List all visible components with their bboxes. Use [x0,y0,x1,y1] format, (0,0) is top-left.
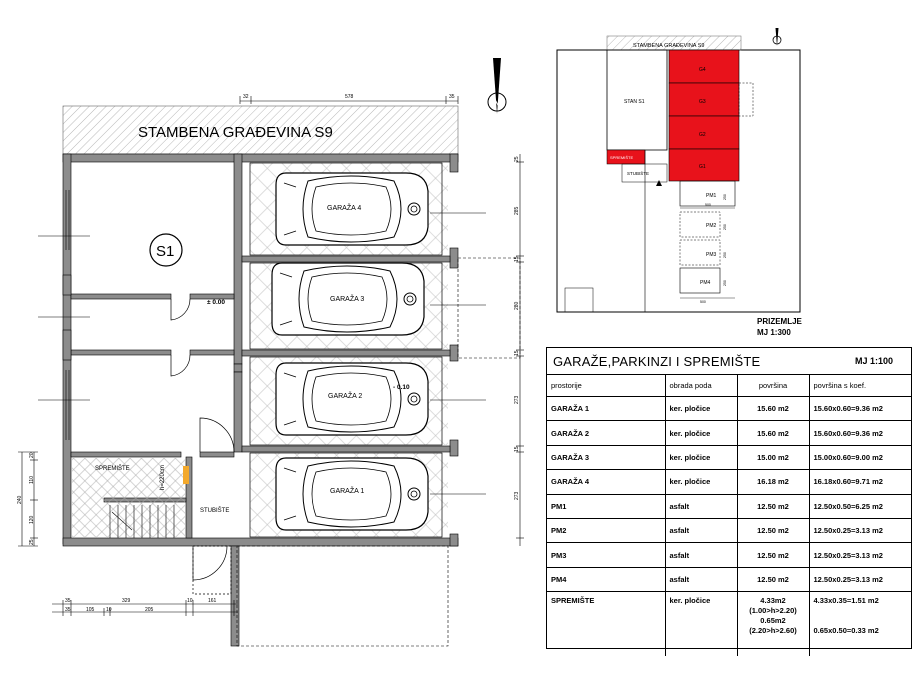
stairs-label: STUBIŠTE [200,508,230,514]
cell-coef: 15.00x0.60=9.00 m2 [809,445,911,469]
storage-coef-1: 4.33x0.35=1.51 m2 [813,596,879,606]
cell-coef: 15.60x0.60=9.36 m2 [809,421,911,445]
cell-area [737,592,809,657]
table-row [547,397,911,421]
table-column-headers [547,375,911,397]
site-stubiste: STUBIŠTE [627,171,650,176]
site-dim-250-1: 250 [723,194,727,200]
table-row [547,421,911,445]
dim-right-4: 15 [514,350,520,356]
storage-label: SPREMIŠTE [95,466,130,472]
dim-right-7: 273 [514,491,520,500]
dim-bottom-2-1: 105 [86,607,95,613]
site-pm2: PM2 [706,223,717,229]
col-povrsina-koef: površina s koef. [809,375,911,397]
unit-label: S1 [156,243,175,260]
site-dim-500-b: 500 [700,300,706,304]
dim-top-1: 578 [345,94,354,100]
site-g3: G3 [699,99,706,105]
site-g4: G4 [699,67,706,73]
dim-top-2: 35 [449,94,455,100]
cell-name: PM2 [547,518,665,542]
building-label: STAMBENA GRAĐEVINA S9 [138,124,333,141]
cell-floor: ker. pločice [665,421,737,445]
svg-text:N: N [494,99,500,108]
site-stan-label: STAN S1 [624,99,645,105]
dim-top-0: 32 [243,94,249,100]
dim-bottom-1-2: 10 [187,598,193,604]
dim-right-6: 15 [514,446,520,452]
site-dim-250-4: 250 [723,280,727,286]
col-prostorije: prostorije [547,375,665,397]
dim-bottom-2-3: 205 [145,607,154,613]
areas-table [546,347,912,649]
cell-coef: 15.60x0.60=9.36 m2 [809,397,911,421]
cell-coef: 12.50x0.50=6.25 m2 [809,494,911,518]
garage-1-label: GARAŽA 1 [330,488,365,495]
cell-name: PM4 [547,567,665,591]
table-scale: MJ 1:100 [854,356,893,366]
dim-bottom-1-0: 35 [65,598,71,604]
site-dim-500: 500 [705,203,711,207]
storage-area-1: 4.33m2 [760,596,786,606]
dim-left-4: 25 [29,539,35,545]
level-label-2: - 0.10 [393,384,410,391]
site-caption-1: PRIZEMLJE [757,317,802,326]
col-obrada-poda: obrada poda [665,375,737,397]
cell-coef: 12.50x0.25=3.13 m2 [809,543,911,567]
cell-area: 15.60 m2 [737,397,809,421]
cell-name: GARAŽA 3 [547,445,665,469]
cell-name: GARAŽA 4 [547,470,665,494]
site-caption-2: MJ 1:300 [757,328,791,337]
cell-floor: ker. pločice [665,445,737,469]
cell-area: 12.50 m2 [737,543,809,567]
dim-bottom-2-0: 35 [65,607,71,613]
site-g2: G2 [699,132,706,138]
dim-bottom-2-2: 10 [106,607,112,613]
dim-left-3: 120 [29,515,35,524]
site-building-label: STAMBENA GRAĐEVINA S9 [633,43,705,49]
cell-coef [809,592,911,657]
storage-area-2-note: (2.20>h>2.60) [749,626,797,636]
site-g1: G1 [699,164,706,170]
cell-floor: asfalt [665,543,737,567]
cell-name: SPREMIŠTE [551,596,595,606]
table-row [547,543,911,567]
level-label: ± 0.00 [207,299,226,306]
storage-area-1-note: (1.00>h>2.20) [749,606,797,616]
storage-area-2: 0.65m2 [760,616,786,626]
storage-height: h=220cm [160,465,166,490]
cell-name: PM3 [547,543,665,567]
cell-floor: asfalt [665,494,737,518]
dim-left-2: 240 [17,495,23,504]
cell-floor: ker. pločice [665,397,737,421]
dim-bottom-1-3: 161 [208,598,217,604]
site-pm4: PM4 [700,280,711,286]
dim-left-1: 110 [29,476,35,484]
garage-3-label: GARAŽA 3 [330,296,365,303]
areas-grid [547,375,911,656]
site-pm1: PM1 [706,193,717,199]
cell-floor: ker. pločice [665,470,737,494]
cell-area: 15.00 m2 [737,445,809,469]
dim-left-0: 20 [29,452,35,458]
cell-name: GARAŽA 1 [547,397,665,421]
dim-bottom-1-1: 329 [122,598,131,604]
table-row-storage [547,592,911,657]
dim-right-5: 273 [514,395,520,404]
cell-floor: asfalt [665,518,737,542]
site-dim-250-3: 250 [723,252,727,258]
site-plan [557,28,803,337]
table-row [547,470,911,494]
dim-right-0: 25 [514,156,520,162]
dim-right-1: 285 [514,206,520,215]
table-title: GARAŽE,PARKINZI I SPREMIŠTE [553,353,761,369]
cell-area: 12.50 m2 [737,518,809,542]
col-povrsina: površina [737,375,809,397]
site-spremiste: SPREMIŠTE [610,155,634,160]
site-north-icon [773,28,781,46]
cell-coef: 12.50x0.25=3.13 m2 [809,518,911,542]
cell-area: 12.50 m2 [737,494,809,518]
table-row [547,567,911,591]
garage-2-label: GARAŽA 2 [328,393,363,400]
site-pm3: PM3 [706,252,717,258]
site-dim-250-2: 250 [723,224,727,230]
table-header [547,348,911,375]
table-row [547,445,911,469]
cell-area: 16.18 m2 [737,470,809,494]
cell-area: 15.60 m2 [737,421,809,445]
table-row [547,494,911,518]
cell-floor: asfalt [665,567,737,591]
dim-right-2: 15 [514,256,520,262]
cell-area: 12.50 m2 [737,567,809,591]
cell-coef: 16.18x0.60=9.71 m2 [809,470,911,494]
garage-4-label: GARAŽA 4 [327,205,362,212]
north-arrow-icon [488,58,506,114]
storage-coef-2: 0.65x0.50=0.33 m2 [813,626,879,636]
cell-name: PM1 [547,494,665,518]
cell-floor: ker. pločice [665,592,737,657]
table-row [547,518,911,542]
dim-right-3: 280 [514,301,520,310]
cell-name: GARAŽA 2 [547,421,665,445]
cell-coef: 12.50x0.25=3.13 m2 [809,567,911,591]
